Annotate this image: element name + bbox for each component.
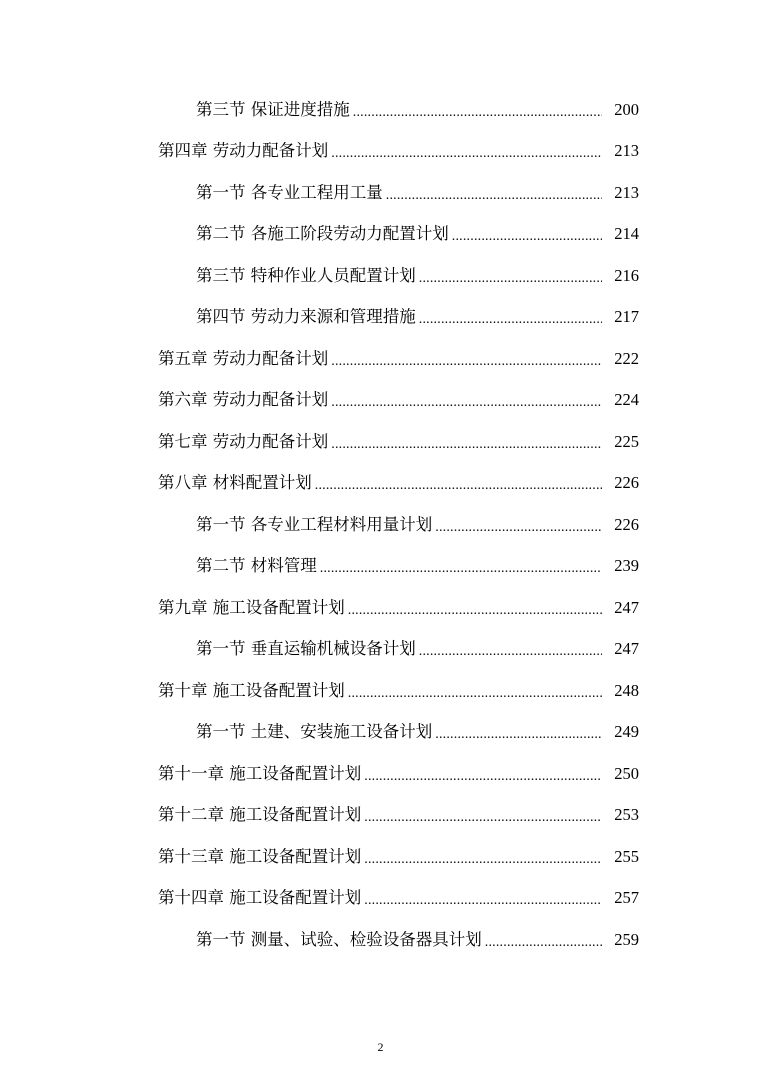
toc-leader-dots: [364, 890, 602, 912]
toc-entry-title: 第一节 各专业工程用工量: [196, 182, 383, 202]
toc-leader-dots: [435, 517, 602, 539]
toc-entry[interactable]: [0, 380, 761, 422]
toc-entry-title: 第十章 施工设备配置计划: [158, 680, 345, 700]
toc-entry-title: 第十一章 施工设备配置计划: [158, 763, 362, 783]
toc-leader-dots: [435, 724, 602, 746]
toc-entry-page: 226: [614, 473, 639, 493]
toc-entry[interactable]: [0, 753, 761, 795]
toc-entry[interactable]: [0, 919, 761, 961]
toc-entry-title: 第二节 材料管理: [196, 556, 317, 576]
toc-leader-dots: [331, 351, 602, 373]
toc-leader-dots: [364, 807, 602, 829]
toc-entry[interactable]: [0, 297, 761, 339]
toc-entry-page: 249: [614, 722, 639, 742]
toc-entry[interactable]: [0, 504, 761, 546]
toc-entry[interactable]: [0, 712, 761, 754]
toc-entry-title: 第十四章 施工设备配置计划: [158, 888, 362, 908]
toc-leader-dots: [364, 849, 602, 871]
toc-entry-page: 224: [614, 390, 639, 410]
toc-entry-title: 第九章 施工设备配置计划: [158, 597, 345, 617]
toc-entry-page: 216: [614, 265, 639, 285]
toc-leader-dots: [315, 475, 602, 497]
toc-leader-dots: [419, 641, 602, 663]
toc-leader-dots: [331, 392, 602, 414]
toc-entry[interactable]: [0, 214, 761, 256]
toc-leader-dots: [353, 102, 602, 124]
toc-entry-title: 第一节 各专业工程材料用量计划: [196, 514, 433, 534]
toc-entry[interactable]: [0, 587, 761, 629]
toc-entry-title: 第一节 垂直运输机械设备计划: [196, 639, 416, 659]
toc-entry-page: 226: [614, 514, 639, 534]
table-of-contents: [0, 89, 761, 961]
toc-entry-title: 第二节 各施工阶段劳动力配置计划: [196, 224, 449, 244]
toc-leader-dots: [331, 143, 602, 165]
toc-entry[interactable]: [0, 421, 761, 463]
toc-entry-title: 第一节 土建、安装施工设备计划: [196, 722, 433, 742]
toc-leader-dots: [485, 932, 602, 954]
toc-leader-dots: [452, 226, 602, 248]
toc-leader-dots: [348, 683, 602, 705]
toc-entry-page: 217: [614, 307, 639, 327]
toc-entry[interactable]: [0, 836, 761, 878]
toc-entry-page: 214: [614, 224, 639, 244]
toc-entry-page: 247: [614, 639, 639, 659]
toc-entry-title: 第十三章 施工设备配置计划: [158, 846, 362, 866]
toc-entry-title: 第三节 保证进度措施: [196, 99, 350, 119]
toc-entry[interactable]: [0, 89, 761, 131]
toc-entry-title: 第十二章 施工设备配置计划: [158, 805, 362, 825]
toc-entry-title: 第三节 特种作业人员配置计划: [196, 265, 416, 285]
toc-entry[interactable]: [0, 878, 761, 920]
toc-entry[interactable]: [0, 546, 761, 588]
toc-entry-page: 248: [614, 680, 639, 700]
toc-entry-page: 257: [614, 888, 639, 908]
toc-entry-page: 247: [614, 597, 639, 617]
toc-entry-page: 200: [614, 99, 639, 119]
toc-entry[interactable]: [0, 670, 761, 712]
toc-entry-title: 第七章 劳动力配备计划: [158, 431, 329, 451]
toc-leader-dots: [419, 309, 602, 331]
toc-leader-dots: [386, 185, 602, 207]
toc-entry[interactable]: [0, 172, 761, 214]
toc-entry-page: 239: [614, 556, 639, 576]
page-number: 2: [377, 1040, 384, 1054]
toc-entry[interactable]: [0, 131, 761, 173]
toc-entry-page: 253: [614, 805, 639, 825]
toc-entry-title: 第六章 劳动力配备计划: [158, 390, 329, 410]
toc-entry-page: 250: [614, 763, 639, 783]
toc-entry[interactable]: [0, 255, 761, 297]
toc-entry-page: 222: [614, 348, 639, 368]
toc-entry-page: 255: [614, 846, 639, 866]
toc-entry[interactable]: [0, 629, 761, 671]
toc-entry-page: 213: [614, 182, 639, 202]
toc-leader-dots: [419, 268, 602, 290]
toc-entry[interactable]: [0, 338, 761, 380]
toc-entry-title: 第一节 测量、试验、检验设备器具计划: [196, 929, 482, 949]
toc-entry-title: 第四节 劳动力来源和管理措施: [196, 307, 416, 327]
toc-entry-title: 第四章 劳动力配备计划: [158, 141, 329, 161]
toc-entry-title: 第八章 材料配置计划: [158, 473, 312, 493]
toc-leader-dots: [320, 558, 602, 580]
toc-entry-page: 225: [614, 431, 639, 451]
toc-leader-dots: [364, 766, 602, 788]
toc-entry-page: 259: [614, 929, 639, 949]
toc-leader-dots: [348, 600, 602, 622]
toc-entry[interactable]: [0, 795, 761, 837]
toc-entry-page: 213: [614, 141, 639, 161]
toc-leader-dots: [331, 434, 602, 456]
toc-entry[interactable]: [0, 463, 761, 505]
toc-entry-title: 第五章 劳动力配备计划: [158, 348, 329, 368]
